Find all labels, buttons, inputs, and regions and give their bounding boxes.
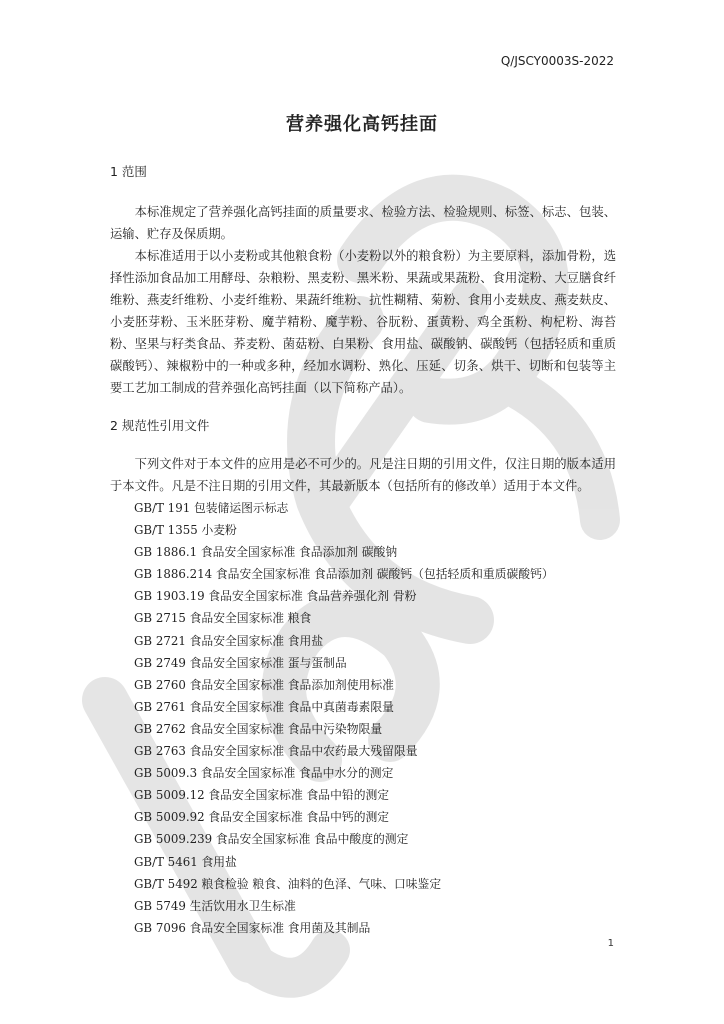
reference-item: GB/T 191 包装储运图示标志	[134, 501, 289, 515]
section-heading-normative-references: 2 规范性引用文件	[110, 418, 210, 433]
reference-item: GB 1886.214 食品安全国家标准 食品添加剂 碳酸钙（包括轻质和重质碳酸钙）	[134, 567, 554, 582]
reference-item: GB 1886.1 食品安全国家标准 食品添加剂 碳酸钠	[134, 545, 398, 560]
reference-item: GB 7096 食品安全国家标准 食用菌及其制品	[134, 920, 371, 935]
reference-item: GB 2749 食品安全国家标准 蛋与蛋制品	[134, 655, 347, 670]
reference-item: GB/T 5492 粮食检验 粮食、油料的色泽、气味、口味鉴定	[134, 876, 442, 891]
document-title: 营养强化高钙挂面	[286, 114, 438, 135]
reference-item: GB 5009.3 食品安全国家标准 食品中水分的测定	[134, 766, 394, 781]
reference-item: GB 5009.239 食品安全国家标准 食品中酸度的测定	[134, 832, 409, 847]
reference-item: GB 5009.92 食品安全国家标准 食品中钙的测定	[134, 810, 390, 825]
scope-paragraph-1: 本标准规定了营养强化高钙挂面的质量要求、检验方法、检验规则、标签、标志、包装、运输、贮存及保质期。	[110, 205, 616, 241]
standard-code: Q/JSCY0003S-2022	[500, 54, 614, 68]
section-heading-scope: 1 范围	[110, 164, 147, 179]
scope-paragraph-2: 本标准适用于以小麦粉或其他粮食粉（小麦粉以外的粮食粉）为主要原料，添加骨粉，选择性添加食品加工用酵母、杂粮粉、黑麦粉、黑米粉、果蔬或果蔬粉、食用淀粉、大豆膳食纤维粉、燕麦纤维粉、小麦纤维粉、果蔬纤维粉、抗性糊精、菊粉、食用小麦麸皮、燕麦麸皮、小麦胚芽粉、玉米胚芽粉、魔芋精粉、魔芋粉、谷朊粉、蛋黄粉、鸡全蛋粉、枸杞粉、海苔粉、坚果与籽类食品、荞麦粉、菌菇粉、白果粉、食用盐、碳酸钠、碳酸钙（包括轻质和重质碳酸钙）、辣椒粉中的一种或多种，经加水调粉、熟化、压延、切条、烘干、切断和包装等主要工艺加工制成的营养强化高钙挂面（以下简称产品）。	[110, 249, 616, 395]
reference-item: GB 2762 食品安全国家标准 食品中污染物限量	[134, 721, 383, 736]
reference-item: GB 2761 食品安全国家标准 食品中真菌毒素限量	[134, 699, 394, 714]
reference-item: GB/T 5461 食用盐	[134, 854, 237, 869]
reference-list	[134, 497, 554, 939]
reference-item: GB 2721 食品安全国家标准 食用盐	[134, 633, 324, 648]
references-intro-paragraph: 下列文件对于本文件的应用是必不可少的。凡是注日期的引用文件，仅注日期的版本适用于本文件。凡是不注日期的引用文件，其最新版本（包括所有的修改单）适用于本文件。	[110, 457, 616, 493]
reference-item: GB 5009.12 食品安全国家标准 食品中铅的测定	[134, 788, 390, 803]
page-number: 1	[607, 938, 614, 949]
reference-item: GB 2763 食品安全国家标准 食品中农药最大残留限量	[134, 744, 418, 759]
reference-item: GB 2760 食品安全国家标准 食品添加剂使用标准	[134, 677, 394, 692]
reference-item: GB/T 1355 小麦粉	[134, 523, 237, 538]
reference-item: GB 5749 生活饮用水卫生标准	[134, 898, 296, 913]
reference-item: GB 1903.19 食品安全国家标准 食品营养强化剂 骨粉	[134, 589, 417, 604]
reference-item: GB 2715 食品安全国家标准 粮食	[134, 611, 312, 626]
